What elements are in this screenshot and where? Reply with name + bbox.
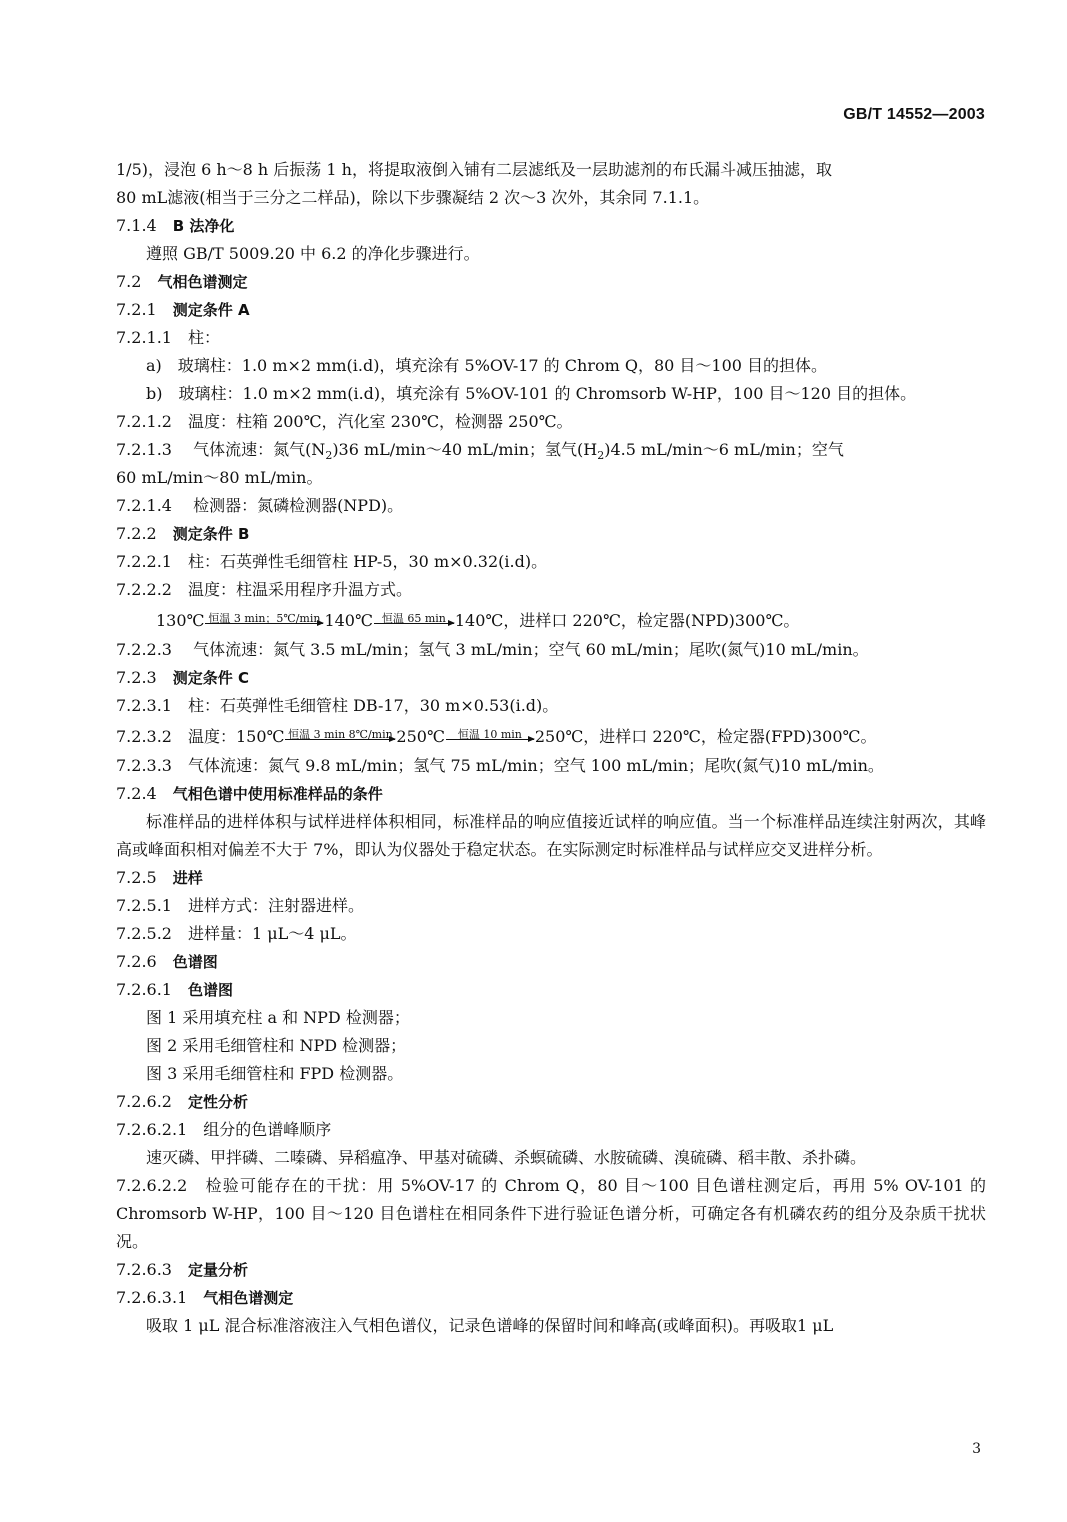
paragraph-continued: 1/5)，浸泡 6 h～8 h 后振荡 1 h，将提取液倒入铺有二层滤纸及一层助滤剂的布氏漏斗减压抽滤，取 80 mL滤液(相当于三分之二样品)，除以下步骤凝结 2 次～3 次外，其余同 7.1.1。 [116,160,832,207]
clause-7-2-2-2: 7.2.2.2 温度：柱温采用程序升温方式。 [116,580,412,599]
heading-7-2-2: 7.2.2 测定条件 B [116,524,250,543]
page-number: 3 [972,1441,981,1457]
heading-7-1-4: 7.1.4 B 法净化 [116,216,235,235]
heading-7-2-1: 7.2.1 测定条件 A [116,300,250,319]
heading-7-2-4: 7.2.4 气相色谱中使用标准样品的条件 [116,784,383,803]
figure-note-3: 图 3 采用毛细管柱和 FPD 检测器。 [146,1064,404,1083]
heading-7-2-3: 7.2.3 测定条件 C [116,668,249,687]
clause-7-2-2-3: 7.2.2.3 气体流速：氮气 3.5 mL/min；氢气 3 mL/min；空气 60 mL/min；尾吹(氮气)10 mL/min。 [116,640,869,659]
heading-7-2-6-1: 7.2.6.1 色谱图 [116,980,233,999]
clause-7-2-5-1: 7.2.5.1 进样方式：注射器进样。 [116,896,364,915]
clause-7-2-1-1: 7.2.1.1 柱： [116,328,220,347]
text-7-2-4: 标准样品的进样体积与试样进样体积相同，标准样品的响应值接近试样的响应值。当一个标准样品连续注射两次，其峰高或峰面积相对偏差不大于 7%，即认为仪器处于稳定状态。在实际测定时标准样品与试样应交叉进样分析。 [116,812,986,859]
text-7-1-4: 遵照 GB/T 5009.20 中 6.2 的净化步骤进行。 [146,244,480,263]
temperature-program-b: 130℃ 恒温 3 min；5℃/min 140℃ 恒温 65 min 140℃，进样口 220℃，检定器(NPD)300℃。 [156,611,800,630]
list-item-a: a) 玻璃柱：1.0 m×2 mm(i.d)，填充涂有 5%OV-17 的 Chrom Q，80 目～100 目的担体。 [146,356,828,375]
clause-7-2-2-1: 7.2.2.1 柱：石英弹性毛细管柱 HP-5，30 m×0.32(i.d)。 [116,552,548,571]
heading-7-2-6-3-1: 7.2.6.3.1 气相色谱测定 [116,1288,294,1307]
heading-7-2-6-2: 7.2.6.2 定性分析 [116,1092,248,1111]
clause-7-2-6-2-1: 7.2.6.2.1 组分的色谱峰顺序 [116,1120,332,1139]
heading-7-2-6: 7.2.6 色谱图 [116,952,218,971]
clause-7-2-1-3-cont: 60 mL/min～80 mL/min。 [116,468,323,487]
clause-7-2-5-2: 7.2.5.2 进样量：1 μL～4 μL。 [116,924,357,943]
temperature-program-c: 7.2.3.2 温度：150℃ 恒温 3 min 8℃/min 250℃ 恒温 10 min 250℃，进样口 220℃，检定器(FPD)300℃。 [116,727,877,746]
heading-7-2-5: 7.2.5 进样 [116,868,203,887]
heading-7-2-6-3: 7.2.6.3 定量分析 [116,1260,248,1279]
clause-7-2-1-3: 7.2.1.3 气体流速：氮气$(N_2)36$ mL/min～40 mL/min；氢气$(H_2)4.5$ mL/min～6 mL/min；空气 [116,440,844,463]
standard-code: GB/T 14552—2003 [843,106,985,123]
clause-7-2-3-3: 7.2.3.3 气体流速：氮气 9.8 mL/min；氢气 75 mL/min；空气 100 mL/min；尾吹(氮气)10 mL/min。 [116,756,884,775]
clause-7-2-6-2-2: 7.2.6.2.2 检验可能存在的干扰：用 5%OV-17 的 Chrom Q，80 目～100 目色谱柱测定后，再用 5% OV-101 的 Chromsorb W-HP，100 目～120 目色谱柱在相同条件下进行验证色谱分析，可确定各有机磷农药的组分及杂质干扰状况。 [116,1176,986,1251]
peak-order: 速灭磷、甲拌磷、二嗪磷、异稻瘟净、甲基对硫磷、杀螟硫磷、水胺硫磷、溴硫磷、稻丰散、杀扑磷。 [146,1148,867,1167]
clause-7-2-1-2: 7.2.1.2 温度：柱箱 200℃，汽化室 230℃，检测器 250℃。 [116,412,573,431]
program-arrow-3: 恒温 3 min 8℃/min [285,733,395,745]
text-7-2-6-3-1: 吸取 1 μL 混合标准溶液注入气相色谱仪，记录色谱峰的保留时间和峰高(或峰面积)。再吸取1 μL [146,1316,834,1335]
figure-note-2: 图 2 采用毛细管柱和 NPD 检测器； [146,1036,407,1055]
clause-7-2-1-4: 7.2.1.4 检测器：氮磷检测器(NPD)。 [116,496,404,515]
program-arrow-1: 恒温 3 min；5℃/min [205,617,323,629]
heading-7-2: 7.2 气相色谱测定 [116,272,248,291]
figure-note-1: 图 1 采用填充柱 a 和 NPD 检测器； [146,1008,410,1027]
program-arrow-2: 恒温 65 min [374,617,454,629]
document-body [116,156,986,1340]
clause-7-2-3-1: 7.2.3.1 柱：石英弹性毛细管柱 DB-17，30 m×0.53(i.d)。 [116,696,559,715]
list-item-b: b) 玻璃柱：1.0 m×2 mm(i.d)，填充涂有 5%OV-101 的 Chromsorb W-HP，100 目～120 目的担体。 [146,384,917,403]
program-arrow-4: 恒温 10 min [446,733,534,745]
